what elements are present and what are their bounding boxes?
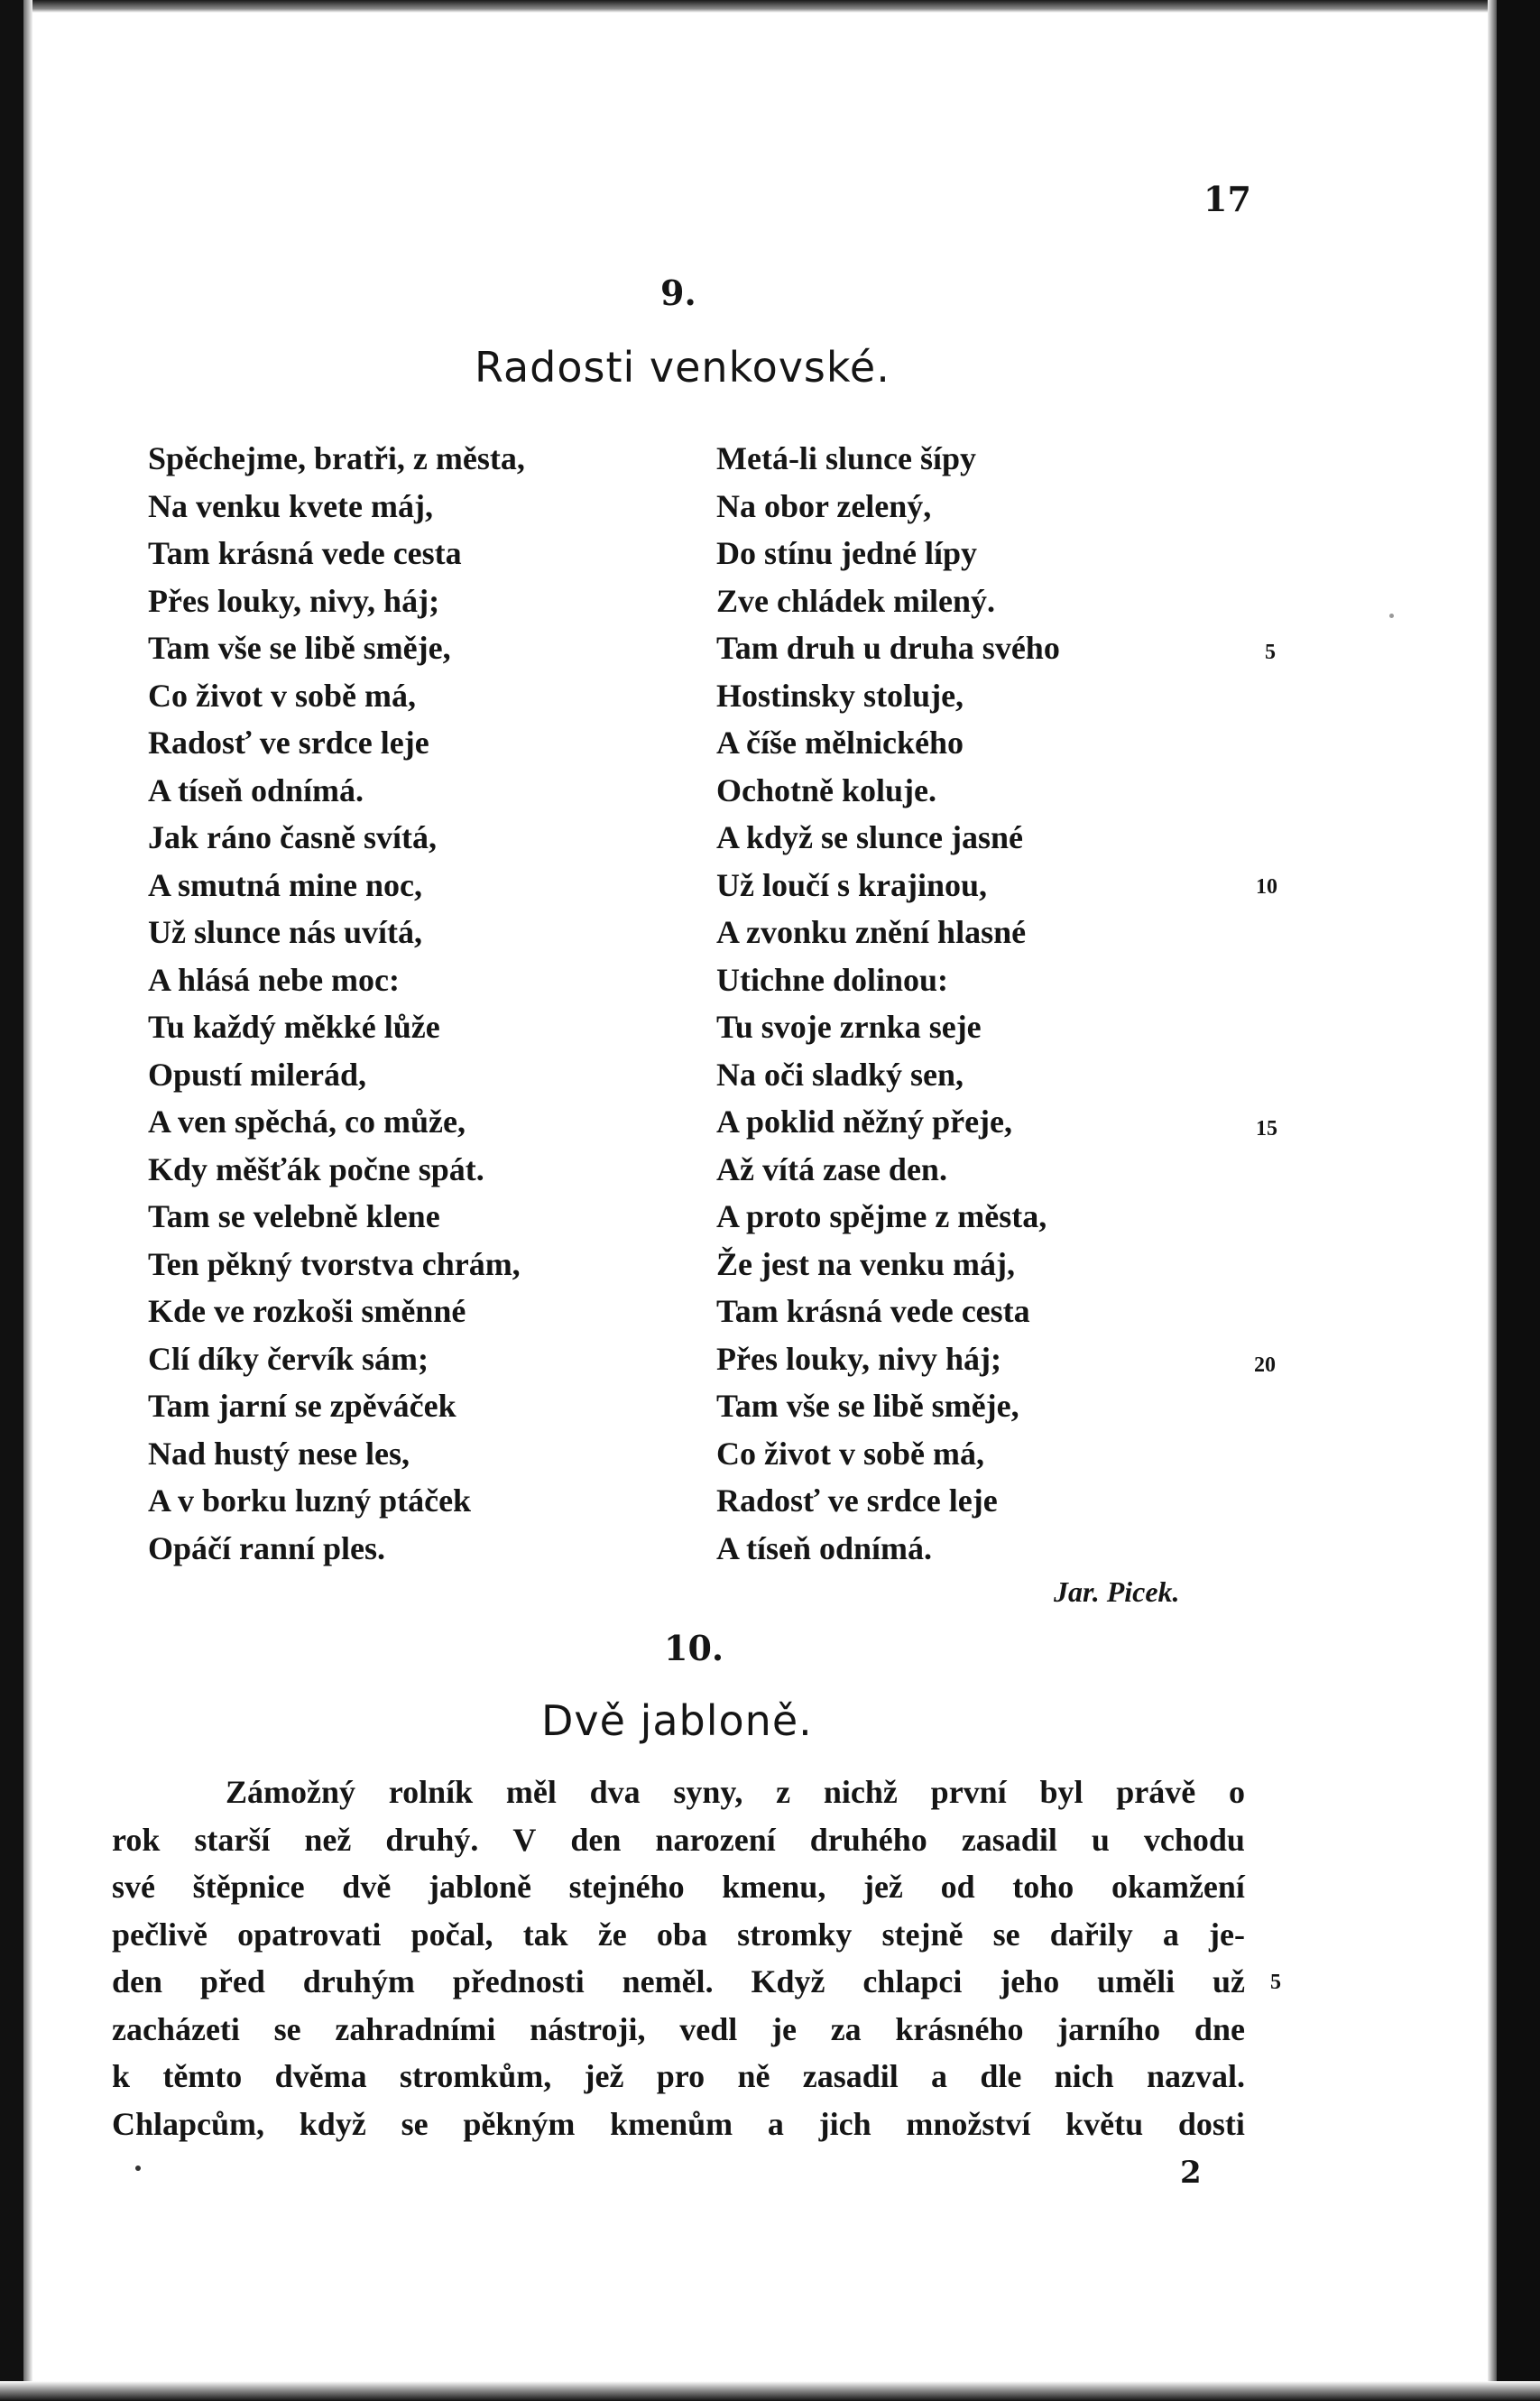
verse-line: A tíseň odnímá. (716, 1529, 933, 1566)
word: se (273, 2010, 301, 2047)
word: druhého (809, 1821, 927, 1858)
word: z (776, 1774, 791, 1810)
word: za (830, 2010, 862, 2047)
page-edge-right (1497, 0, 1540, 2401)
verse-line: Utichne dolinou: (716, 961, 949, 998)
verse-line: Zve chládek milený. (716, 582, 996, 619)
word: V (512, 1821, 537, 1858)
word: jeho (1000, 1963, 1060, 1999)
verse-line: Tu svoje zrnka seje (716, 1009, 982, 1045)
word: jich (818, 2105, 871, 2142)
word: dva (589, 1774, 641, 1810)
word: štěpnice (192, 1869, 305, 1905)
word: stromkům, (399, 2058, 552, 2094)
verse-line: Kdy měšťák počne spát. (148, 1150, 484, 1187)
section-number: 9. (660, 272, 696, 313)
word: kmenům (610, 2105, 733, 2142)
word: okamžení (1111, 1869, 1245, 1905)
word: květu (1065, 2105, 1144, 2142)
page-edge-top (0, 0, 1540, 13)
verse-line: A zvonku znění hlasné (716, 914, 1027, 950)
word: přednosti (452, 1963, 585, 1999)
verse-line: Tam druh u druha svého (716, 630, 1060, 666)
verse-line: A smutná mine noc, (148, 866, 423, 903)
verse-line: Až vítá zase den. (716, 1150, 947, 1187)
word: dařily (1049, 1916, 1133, 1953)
text-line (112, 2101, 1245, 2148)
word: rok (112, 1821, 161, 1858)
word: o (1228, 1774, 1245, 1810)
verse-line: A v borku luzný ptáček (148, 1482, 472, 1519)
word: měl (505, 1774, 557, 1810)
word: ně (737, 2058, 770, 2094)
word: od (940, 1869, 975, 1905)
verse-line: Tam vše se libě směje, (148, 630, 451, 666)
verse-line: Že jest na venku máj, (716, 1245, 1015, 1282)
word: zasadil (802, 2058, 899, 2094)
word: nazval. (1146, 2058, 1245, 2094)
page-edge-left (0, 0, 23, 2401)
word: u (1091, 1821, 1110, 1858)
poem-left-column (148, 435, 525, 1572)
verse-line: Přes louky, nivy, háj; (148, 582, 440, 619)
word: je (770, 2010, 797, 2047)
text-line (112, 1768, 1245, 1816)
word: druhým (302, 1963, 415, 1999)
verse-line: A číše mělnického (716, 725, 964, 761)
page-edge-left-shadow (23, 0, 32, 2401)
verse-line: Opáčí ranní ples. (148, 1529, 386, 1566)
verse-line: Kde ve rozkoši směnné (148, 1293, 466, 1329)
word: druhý. (385, 1821, 479, 1858)
verse-line: Ochotně koluje. (716, 771, 937, 808)
word: dle (980, 2058, 1022, 2094)
verse-line: Hostinsky stoluje, (716, 677, 964, 714)
word: jabloně (428, 1869, 531, 1905)
word: když (299, 2105, 366, 2142)
word: k (112, 2058, 131, 2094)
verse-line: Už slunce nás uvítá, (148, 914, 423, 950)
word: se (992, 1916, 1020, 1953)
page-edge-bottom (0, 2381, 1540, 2401)
verse-line: Ten pěkný tvorstva chrám, (148, 1245, 521, 1282)
verse-line: Tam vše se libě směje, (716, 1388, 1019, 1424)
word: první (930, 1774, 1007, 1810)
verse-line: A když se slunce jasné (716, 819, 1024, 855)
verse-line: Tam krásná vede cesta (148, 535, 462, 571)
word: syny, (673, 1774, 743, 1810)
word: jež (584, 2058, 624, 2094)
verse-line: Tam se velebně klene (148, 1198, 440, 1234)
text-line (112, 2053, 1245, 2101)
text-line (112, 1911, 1245, 1959)
word: tak (522, 1916, 568, 1953)
word: právě (1116, 1774, 1196, 1810)
text-line (112, 1816, 1245, 1864)
verse-line: A hlásá nebe moc: (148, 961, 400, 998)
word: před (199, 1963, 265, 1999)
poem-right-column (716, 435, 1060, 1572)
verse-line: Tu každý měkké lůže (148, 1009, 440, 1045)
word: dosti (1177, 2105, 1245, 2142)
page-number: 17 (1203, 179, 1251, 219)
word: nich (1054, 2058, 1114, 2094)
word: Zámožný (226, 1774, 355, 1810)
verse-line: Tam krásná vede cesta (716, 1293, 1030, 1329)
verse-line: Na obor zelený, (716, 487, 932, 524)
word: opatrovati (237, 1916, 382, 1953)
poem-author: Jar. Picek. (1054, 1575, 1180, 1608)
word: chlapci (862, 1963, 963, 1999)
word: neměl. (622, 1963, 714, 1999)
verse-line: Přes louky, nivy háj; (716, 1340, 1002, 1377)
verse-line: Radosť ve srdce leje (148, 725, 429, 761)
verse-line: Co život v sobě má, (716, 1435, 984, 1472)
word: nichž (823, 1774, 898, 1810)
text-line (112, 2006, 1245, 2054)
verse-line: A ven spěchá, co může, (148, 1104, 466, 1140)
word: než (304, 1821, 352, 1858)
word: den (112, 1963, 163, 1999)
word: pěkným (463, 2105, 576, 2142)
word: kmenu, (722, 1869, 826, 1905)
verse-line: Na venku kvete máj, (148, 487, 433, 524)
word: byl (1039, 1774, 1084, 1810)
word: množství (906, 2105, 1031, 2142)
poem-title: Radosti venkovské. (475, 343, 890, 392)
verse-line: Už loučí s krajinou, (716, 866, 988, 903)
word: dne (1194, 2010, 1245, 2047)
word: že (597, 1916, 627, 1953)
word: zasadil (961, 1821, 1057, 1858)
verse-line: Co život v sobě má, (148, 677, 416, 714)
verse-line: A proto spějme z města, (716, 1198, 1047, 1234)
word: už (1212, 1963, 1245, 1999)
word: oba (656, 1916, 707, 1953)
story-text (112, 1768, 1245, 2147)
word: vchodu (1143, 1821, 1245, 1858)
verse-line: Do stínu jedné lípy (716, 535, 978, 571)
word: Když (751, 1963, 825, 1999)
word: a (931, 2058, 948, 2094)
story-title: Dvě jabloně. (541, 1696, 813, 1745)
word: narození (655, 1821, 776, 1858)
word: starší (194, 1821, 271, 1858)
word: stromky (737, 1916, 853, 1953)
word: své (112, 1869, 155, 1905)
verse-line: Opustí milerád, (148, 1056, 367, 1093)
verse-line: Na oči sladký sen, (716, 1056, 964, 1093)
word: dvě (342, 1869, 392, 1905)
signature-mark: 2 (1180, 2155, 1202, 2191)
word: pečlivě (112, 1916, 207, 1953)
line-number: 20 (1254, 1353, 1276, 1377)
word: rolník (388, 1774, 474, 1810)
verse-line: Spěchejme, bratři, z města, (148, 440, 525, 476)
word: Chlapcům, (112, 2105, 265, 2142)
word: stejného (568, 1869, 685, 1905)
word: uměli (1097, 1963, 1176, 1999)
line-number: 5 (1265, 641, 1276, 664)
verse-line: Radosť ve srdce leje (716, 1482, 998, 1519)
section-number: 10. (664, 1628, 724, 1668)
word: vedl (679, 2010, 738, 2047)
word: zahradními (335, 2010, 496, 2047)
verse-line: Metá-li slunce šípy (716, 440, 976, 476)
page-edge-right-shadow (1488, 0, 1497, 2401)
word: dvěma (274, 2058, 367, 2094)
word: a (767, 2105, 784, 2142)
scan-speck (1389, 614, 1394, 618)
word: stejně (881, 1916, 964, 1953)
word: těmto (162, 2058, 243, 2094)
line-number: 5 (1270, 1971, 1281, 1994)
word: krásného (895, 2010, 1024, 2047)
line-number: 15 (1256, 1117, 1277, 1140)
verse-line: A tíseň odnímá. (148, 771, 364, 808)
text-line (112, 1863, 1245, 1911)
word: den (570, 1821, 622, 1858)
verse-line: Tam jarní se zpěváček (148, 1388, 456, 1424)
word: a (1162, 1916, 1179, 1953)
verse-line: Nad hustý nese les, (148, 1435, 410, 1472)
word: jarního (1057, 2010, 1161, 2047)
verse-line: Clí díky červík sám; (148, 1340, 429, 1377)
word: toho (1012, 1869, 1074, 1905)
word: počal, (410, 1916, 493, 1953)
verse-line: A poklid něžný přeje, (716, 1104, 1013, 1140)
line-number: 10 (1256, 875, 1277, 899)
verse-line: Jak ráno časně svítá, (148, 819, 438, 855)
word: se (401, 2105, 429, 2142)
word: nástroji, (530, 2010, 646, 2047)
word: zacházeti (112, 2010, 240, 2047)
word: je- (1209, 1916, 1245, 1953)
scan-speck (135, 2166, 141, 2171)
word: pro (656, 2058, 705, 2094)
text-line (112, 1958, 1245, 2006)
word: jež (862, 1869, 903, 1905)
